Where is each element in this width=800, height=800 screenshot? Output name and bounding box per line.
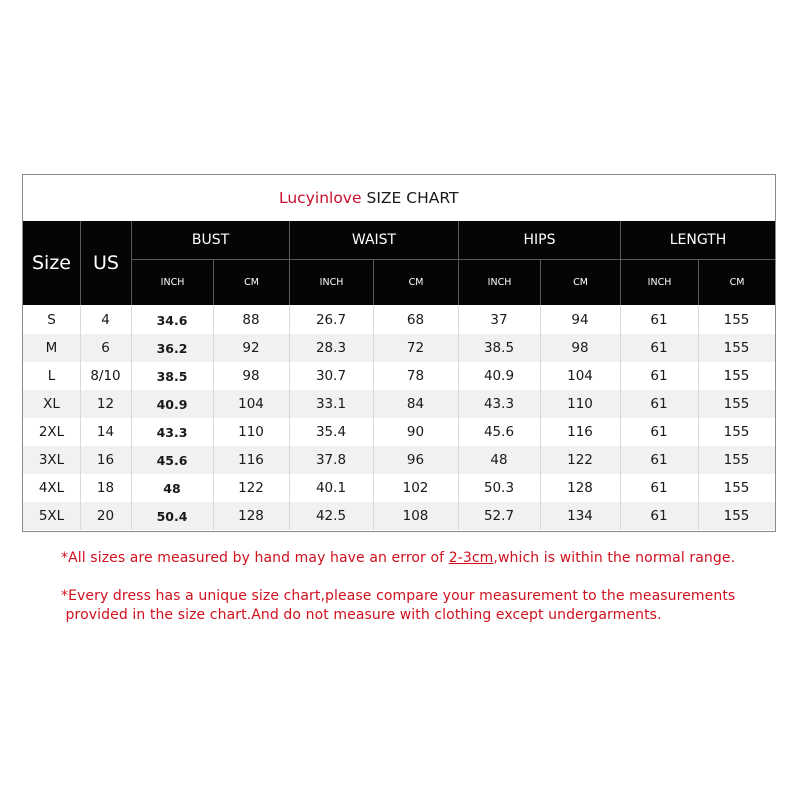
us-size-cell: 14 <box>96 424 115 440</box>
size-cell: L <box>47 368 56 384</box>
measurement-cell: 48 <box>490 452 508 468</box>
measurement-cell: 37 <box>490 312 508 328</box>
header-hips-inch: INCH <box>458 260 540 305</box>
measurement-cell: 50.3 <box>483 480 515 496</box>
us-size-cell: 8/10 <box>90 368 121 384</box>
header-bust: BUST <box>131 221 289 260</box>
size-cell: XL <box>43 396 60 412</box>
measurement-cell: 104 <box>238 396 264 412</box>
table-row <box>23 502 775 530</box>
table-header <box>23 221 775 305</box>
measurement-cell: 61 <box>650 508 668 524</box>
table-row <box>23 474 775 502</box>
measurement-cell: 155 <box>723 368 750 384</box>
column-divider <box>213 306 214 530</box>
header-length-cm: CM <box>698 260 775 305</box>
measurement-cell: 48 <box>163 480 181 496</box>
measurement-cell: 116 <box>238 452 264 468</box>
measurement-cell: 68 <box>406 312 425 328</box>
measurement-cell: 35.4 <box>315 424 347 440</box>
table-row <box>23 334 775 362</box>
header-hips: HIPS <box>458 221 620 260</box>
measurement-cell: 61 <box>650 452 668 468</box>
measurement-cell: 40.9 <box>156 396 188 412</box>
measurement-cell: 38.5 <box>156 368 188 384</box>
measurement-cell: 155 <box>723 424 750 440</box>
us-size-cell: 6 <box>101 340 110 356</box>
measurement-cell: 40.1 <box>315 480 347 496</box>
measurement-cell: 110 <box>238 424 264 440</box>
header-bust-inch: INCH <box>131 260 213 305</box>
column-divider <box>289 306 290 530</box>
measurement-cell: 98 <box>242 368 260 384</box>
header-length-inch: INCH <box>620 260 698 305</box>
measurement-cell: 116 <box>567 424 593 440</box>
column-divider <box>458 306 459 530</box>
us-size-cell: 20 <box>96 508 115 524</box>
measurement-cell: 61 <box>650 340 668 356</box>
measurement-cell: 78 <box>406 368 425 384</box>
header-waist-cm: CM <box>373 260 458 305</box>
note1-text: *All sizes are measured by hand may have an error of <box>61 550 449 566</box>
measurement-cell: 30.7 <box>315 368 347 384</box>
column-divider <box>698 306 699 530</box>
measurement-cell: 84 <box>406 396 425 412</box>
measurement-cell: 134 <box>567 508 593 524</box>
measurement-cell: 61 <box>650 480 668 496</box>
header-size: Size <box>31 252 71 274</box>
note2-line1: *Every dress has a unique size chart,please compare your measurement to the measurements <box>61 588 736 604</box>
measurement-cell: 96 <box>406 452 425 468</box>
error-range: 2-3cm <box>448 550 494 566</box>
measurement-cell: 36.2 <box>156 340 188 356</box>
measurement-cell: 72 <box>406 340 425 356</box>
measurement-cell: 94 <box>571 312 589 328</box>
compare-note <box>61 587 781 625</box>
size-cell: S <box>47 312 56 328</box>
measurement-cell: 28.3 <box>315 340 347 356</box>
column-divider <box>80 306 81 530</box>
measurement-cell: 155 <box>723 480 750 496</box>
size-cell: 4XL <box>38 480 65 496</box>
us-size-cell: 12 <box>96 396 115 412</box>
measurement-cell: 155 <box>723 340 750 356</box>
measurement-cell: 155 <box>723 508 750 524</box>
size-cell: 5XL <box>38 508 65 524</box>
measurement-cell: 45.6 <box>156 452 188 468</box>
measurement-cell: 155 <box>723 452 750 468</box>
measurement-cell: 34.6 <box>156 312 188 328</box>
chart-title <box>23 175 775 221</box>
table-body <box>23 306 775 530</box>
measurement-cell: 90 <box>406 424 425 440</box>
note2-line2: provided in the size chart.And do not measure with clothing except undergarments. <box>61 607 662 623</box>
measurement-cell: 88 <box>242 312 260 328</box>
measurement-cell: 102 <box>402 480 429 496</box>
measurement-cell: 61 <box>650 424 668 440</box>
measurement-cell: 128 <box>567 480 593 496</box>
column-divider <box>540 306 541 530</box>
measurement-cell: 155 <box>723 396 750 412</box>
measurement-cell: 37.8 <box>315 452 347 468</box>
size-cell: 3XL <box>38 452 65 468</box>
us-size-cell: 18 <box>96 480 115 496</box>
header-waist-inch: INCH <box>289 260 373 305</box>
measurement-cell: 61 <box>650 368 668 384</box>
table-row <box>23 418 775 446</box>
measurement-cell: 50.4 <box>156 508 188 524</box>
measurement-cell: 26.7 <box>315 312 347 328</box>
header-length: LENGTH <box>620 221 775 260</box>
measurement-cell: 122 <box>567 452 593 468</box>
chart-title-text: SIZE CHART <box>366 189 459 207</box>
table-row <box>23 390 775 418</box>
measurement-cell: 122 <box>238 480 264 496</box>
measurement-cell: 92 <box>242 340 260 356</box>
measurement-cell: 128 <box>238 508 264 524</box>
column-divider <box>373 306 374 530</box>
measurement-cell: 52.7 <box>483 508 515 524</box>
table-row <box>23 362 775 390</box>
measurement-cell: 104 <box>567 368 593 384</box>
measurement-cell: 42.5 <box>315 508 347 524</box>
measurement-cell: 155 <box>723 312 750 328</box>
table-row <box>23 446 775 474</box>
us-size-cell: 4 <box>101 312 110 328</box>
us-size-cell: 16 <box>96 452 115 468</box>
measurement-cell: 61 <box>650 396 668 412</box>
table-row <box>23 306 775 334</box>
header-us: US <box>80 221 131 305</box>
size-cell: M <box>45 340 58 356</box>
measurement-cell: 61 <box>650 312 668 328</box>
size-cell: 2XL <box>38 424 65 440</box>
header-bust-cm: CM <box>213 260 289 305</box>
measurement-cell: 108 <box>402 508 429 524</box>
note1-text-end: ,which is within the normal range. <box>493 550 736 566</box>
measurement-cell: 33.1 <box>315 396 347 412</box>
header-hips-cm: CM <box>540 260 620 305</box>
size-chart <box>22 174 776 532</box>
measurement-cell: 43.3 <box>156 424 188 440</box>
measurement-cell: 40.9 <box>483 368 515 384</box>
measurement-cell: 110 <box>567 396 593 412</box>
measurement-note <box>61 549 735 568</box>
header-waist: WAIST <box>289 221 458 260</box>
measurement-cell: 38.5 <box>483 340 515 356</box>
column-divider <box>131 306 132 530</box>
measurement-cell: 98 <box>571 340 589 356</box>
brand-name: Lucyinlove <box>279 189 362 207</box>
column-divider <box>620 306 621 530</box>
measurement-cell: 43.3 <box>483 396 515 412</box>
measurement-cell: 45.6 <box>483 424 515 440</box>
